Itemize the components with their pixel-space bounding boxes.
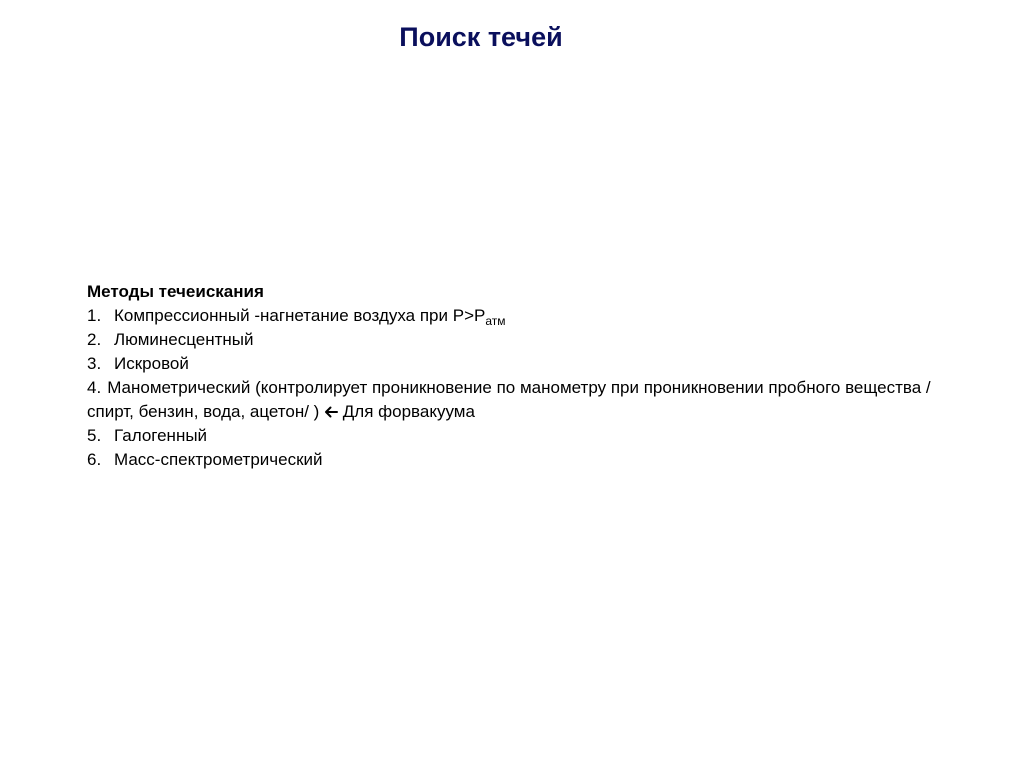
- item-text: Масс-спектрометрический: [114, 450, 323, 469]
- item-text: Компрессионный -нагнетание воздуха при Р>Р: [114, 306, 486, 325]
- item-note: Для форвакуума: [342, 402, 475, 421]
- item-number: 4.: [87, 378, 102, 397]
- item-text: Галогенный: [114, 426, 208, 445]
- list-item: [87, 304, 947, 328]
- item-number: 5.: [87, 426, 102, 445]
- item-number: 6.: [87, 450, 102, 469]
- item-number: 2.: [87, 330, 102, 349]
- item-number: 3.: [87, 354, 102, 373]
- list-item: [87, 448, 947, 472]
- item-text: Люминесцентный: [114, 330, 254, 349]
- arrow-left-icon: [324, 400, 338, 424]
- methods-list: [87, 280, 947, 472]
- list-item: [87, 376, 947, 424]
- item-subscript: атм: [485, 314, 506, 328]
- item-number: 1.: [87, 306, 102, 325]
- item-text: Искровой: [114, 354, 189, 373]
- page-title: Поиск течей: [399, 22, 563, 52]
- item-text: Манометрический (контролирует проникновение по манометру при проникновении пробного вещества /спирт, бензин, вода, ацетон/ ): [87, 378, 931, 421]
- methods-heading: Методы течеискания: [87, 282, 264, 301]
- list-item: [87, 328, 947, 352]
- list-item: [87, 424, 947, 448]
- list-item: [87, 352, 947, 376]
